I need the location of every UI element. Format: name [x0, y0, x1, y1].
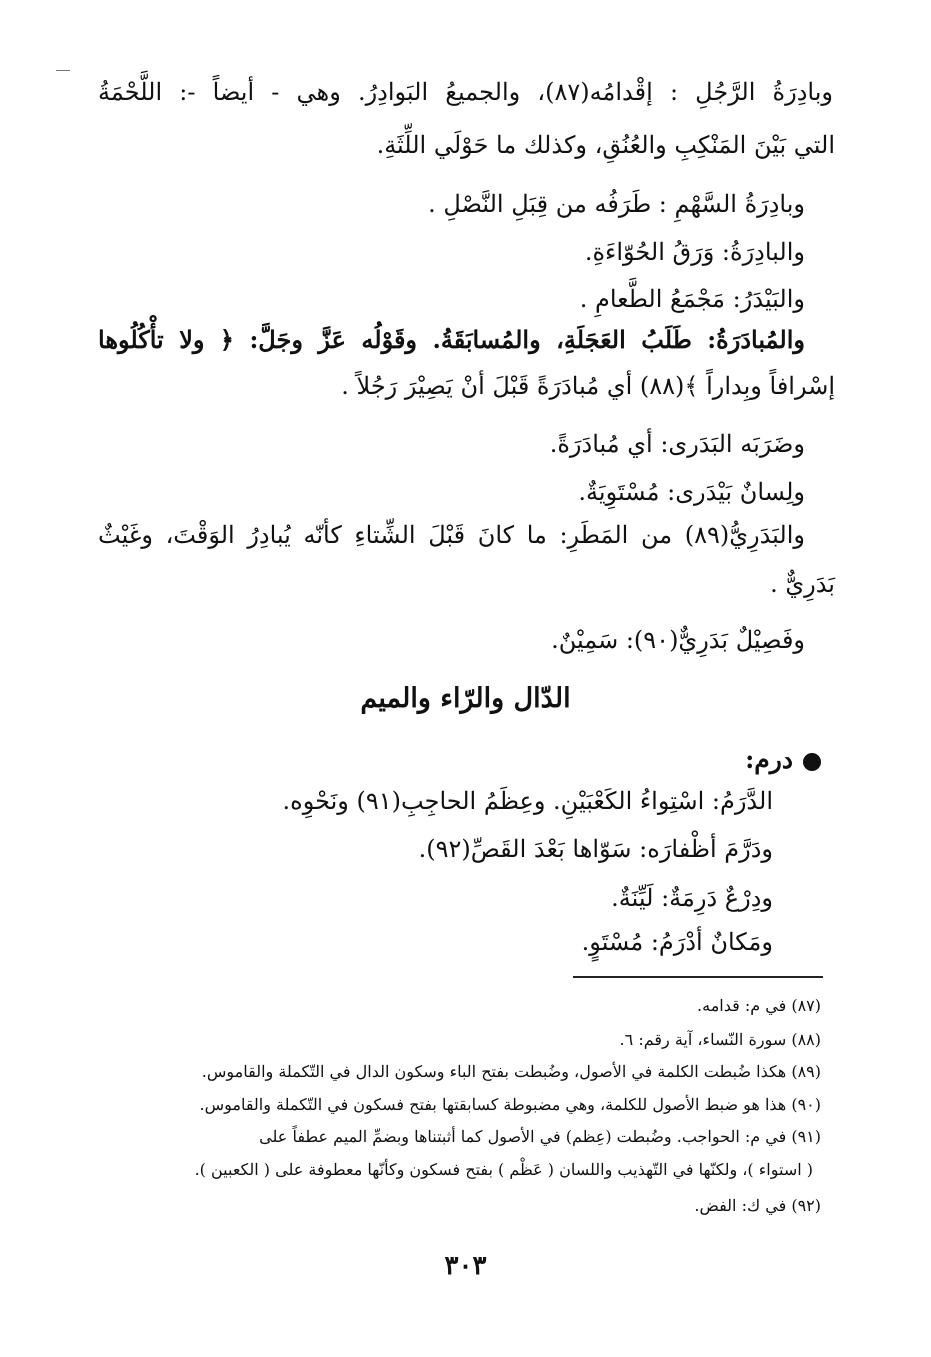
section-heading: الدّال والرّاء والميم [360, 683, 571, 714]
entry-line: ودَرَّمَ أظْفارَه: سَوّاها بَعْدَ القَصِّ(٩٢). [418, 835, 773, 863]
body-line: بَدَرِيٌّ . [770, 570, 835, 598]
entry-head-text: درم: [745, 745, 793, 774]
footnote: (٨٨) سورة النّساء، آية رقم: ٦. [619, 1030, 821, 1049]
body-line: وبادِرَةُ السَّهْمِ : طَرَفُه من قِبَلِ النَّصْلِ . [428, 190, 805, 218]
footnote: (٩٠) هذا هو ضبط الأصول للكلمة، وهي مضبوطة كسابقتها بفتح فسكون في التّكملة والقاموس. [199, 1095, 821, 1114]
body-line: وضَرَبَه البَدَرى: أي مُبادَرَةً. [549, 430, 805, 458]
body-line: ولِسانٌ بَيْدَرى: مُسْتَوِيَةٌ. [578, 478, 805, 506]
entry-line: ومَكانٌ أدْرَمُ: مُسْتَوٍ. [581, 928, 773, 956]
footnote: (٨٩) هكذا ضُبطت الكلمة في الأصول، وضُبطت بفتح الباء وسكون الدال في التّكملة والقاموس. [201, 1062, 821, 1081]
entry-line: ودِرْعٌ دَرِمَةٌ: لَيِّنَةٌ. [611, 884, 773, 912]
scan-mark [56, 70, 70, 71]
body-line: والبَدَرِيُّ(٨٩) من المَطَرِ: ما كانَ قَبْلَ الشِّتاءِ كأنّه يُبادِرُ الوَقْتَ، وغَيْثٌ [98, 521, 805, 549]
footnote-divider [573, 976, 823, 978]
bullet-icon [803, 753, 821, 771]
entry-head [745, 745, 821, 774]
body-line: والبادِرَةُ: وَرَقُ الحُوّاءَةِ. [584, 238, 805, 266]
body-line: إسْرافاً وبِداراً ﴾(٨٨) أي مُبادَرَةً قَبْلَ أنْ يَصِيْرَ رَجُلاً . [341, 372, 835, 400]
footnote: (٩٢) في ك: الفض. [694, 1196, 821, 1215]
page-number: ٣٠٣ [444, 1251, 487, 1281]
body-line: التي بَيْنَ المَنْكِبِ والعُنُقِ، وكذلك ما حَوْلَي اللِّثَةِ. [376, 131, 835, 159]
footnote: (٩١) في م: الحواجب. وضُبطت (عِظم) في الأصول كما أثبتناها وبضمِّ الميم عطفاً على [259, 1127, 821, 1146]
body-line: وبادِرَةُ الرَّجُلِ : إقْدامُه(٨٧)، والجميعُ البَوادِرُ. وهي - أيضاً -: اللَّحْمَةُ [98, 78, 833, 106]
body-line: والمُبادَرَةُ: طَلَبُ العَجَلَةِ، والمُسابَقَةُ. وقَوْلُه عَزَّ وجَلَّ: ﴿ ولا تأْكُلُوها [98, 325, 805, 354]
footnote: (٨٧) في م: قدامه. [697, 996, 821, 1015]
footnote: ( استواء )، ولكنّها في التّهذيب واللسان ( عَظْم ) بفتح فسكون وكأنّها معطوفة على ( الكعبين ). [194, 1160, 813, 1179]
entry-line: الدَّرَمُ: اسْتِواءُ الكَعْبَيْنِ. وعِظَمُ الحاجِبِ(٩١) ونَحْوِه. [282, 787, 773, 815]
body-line: وفَصِيْلٌ بَدَرِيٌّ(٩٠): سَمِيْنٌ. [551, 626, 805, 654]
body-line: والبَيْدَرُ: مَجْمَعُ الطَّعامِ . [579, 285, 805, 313]
